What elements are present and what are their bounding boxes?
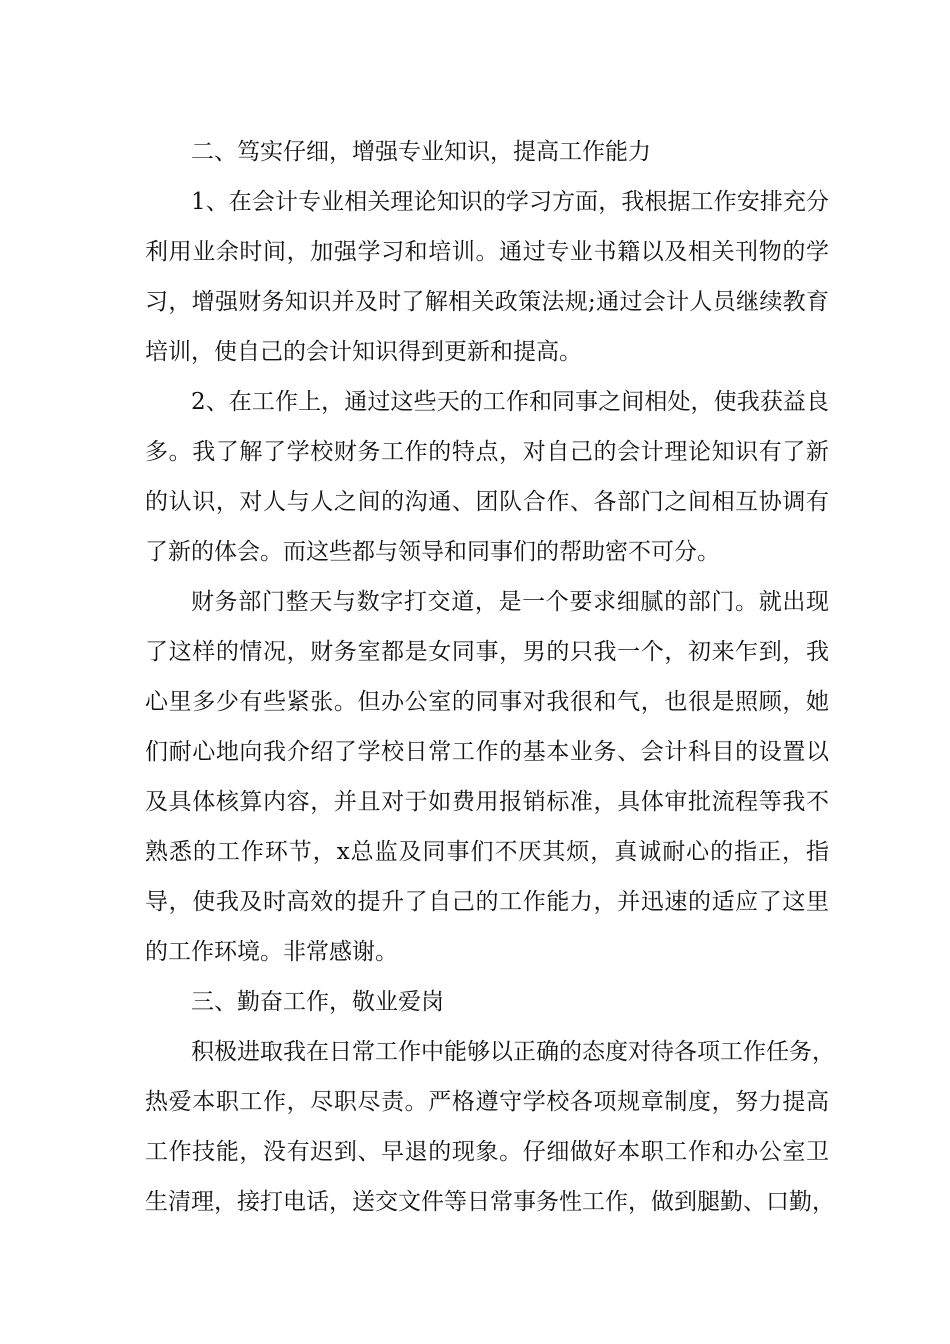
paragraph-line: 生清理，接打电话，送交文件等日常事务性工作，做到腿勤、口勤，	[145, 1189, 835, 1215]
section-heading: 二、笃实仔细，增强专业知识，提高工作能力	[191, 139, 651, 165]
paragraph-line: 热爱本职工作，尽职尽责。严格遵守学校各项规章制度，努力提高	[145, 1089, 829, 1115]
paragraph-line: 1、在会计专业相关理论知识的学习方面，我根据工作安排充分	[191, 189, 829, 215]
paragraph-line: 利用业余时间，加强学习和培训。通过专业书籍以及相关刊物的学	[145, 239, 829, 265]
paragraph-line: 财务部门整天与数字打交道，是一个要求细腻的部门。就出现	[191, 589, 829, 615]
paragraph-line: 了这样的情况，财务室都是女同事，男的只我一个，初来乍到，我	[145, 639, 829, 665]
paragraph-line: 2、在工作上，通过这些天的工作和同事之间相处，使我获益良	[191, 389, 829, 415]
paragraph-line: 心里多少有些紧张。但办公室的同事对我很和气，也很是照顾，她	[145, 689, 829, 715]
paragraph-line: 们耐心地向我介绍了学校日常工作的基本业务、会计科目的设置以	[145, 739, 829, 765]
paragraph-line: 的工作环境。非常感谢。	[145, 939, 398, 965]
paragraph-line: 培训，使自己的会计知识得到更新和提高。	[145, 339, 582, 365]
paragraph-line: 熟悉的工作环节，x总监及同事们不厌其烦，真诚耐心的指正，指	[145, 839, 829, 865]
section-heading: 三、勤奋工作，敬业爱岗	[191, 989, 444, 1015]
paragraph-line: 多。我了解了学校财务工作的特点，对自己的会计理论知识有了新	[145, 439, 829, 465]
paragraph-line: 积极进取我在日常工作中能够以正确的态度对待各项工作任务，	[191, 1039, 835, 1065]
paragraph-line: 习，增强财务知识并及时了解相关政策法规;通过会计人员继续教育	[145, 289, 829, 315]
paragraph-line: 了新的体会。而这些都与领导和同事们的帮助密不可分。	[145, 539, 720, 565]
paragraph-line: 工作技能，没有迟到、早退的现象。仔细做好本职工作和办公室卫	[145, 1139, 829, 1165]
paragraph-line: 的认识，对人与人之间的沟通、团队合作、各部门之间相互协调有	[145, 489, 829, 515]
paragraph-line: 导，使我及时高效的提升了自己的工作能力，并迅速的适应了这里	[145, 889, 829, 915]
paragraph-line: 及具体核算内容，并且对于如费用报销标准，具体审批流程等我不	[145, 789, 829, 815]
